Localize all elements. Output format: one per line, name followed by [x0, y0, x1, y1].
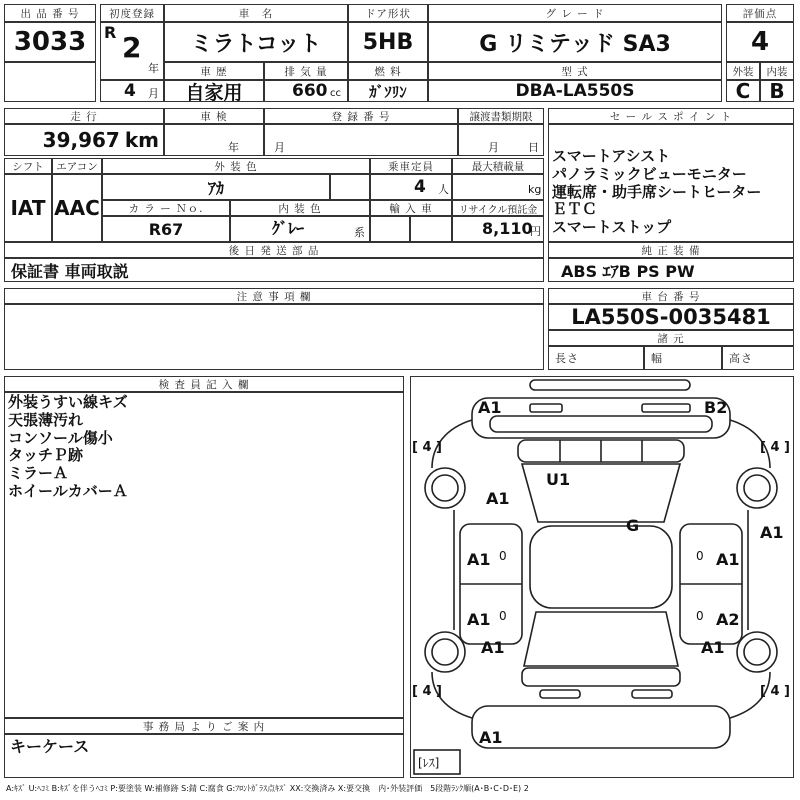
recycle-fee-value: 8,110 [482, 219, 533, 238]
wheel-front-left [425, 468, 465, 508]
roof [530, 526, 672, 608]
history-value: 自家用 [164, 80, 264, 102]
door-type: 5HB [348, 22, 428, 62]
transfer-day-unit: 日 [528, 141, 539, 154]
chassis-header: 車 台 番 号 [548, 288, 794, 304]
car-name: ミラトコット [164, 22, 348, 62]
mark-left-rear-door: A1 [467, 610, 491, 629]
height-label: 高さ [722, 346, 794, 370]
deferred-parts-header: 後 日 発 送 部 品 [4, 242, 544, 258]
wheel-rear-left-hub [432, 639, 458, 665]
transfer-month-unit: 月 [488, 141, 499, 154]
roof-rail [530, 380, 690, 390]
sales-point-item: ＥＴＣ [552, 200, 598, 219]
car-name-header: 車 名 [164, 4, 348, 22]
tire-tread-rear-left: [ 4 ] [412, 684, 442, 699]
interior-color-suffix: 系 [354, 226, 365, 239]
office-notice-value: キーケース [10, 737, 90, 756]
mileage-cell [4, 124, 164, 156]
notes-body [4, 304, 544, 370]
door-handle-mark: 0 [696, 609, 704, 623]
mileage-value: 39,967 [42, 128, 120, 152]
mark-front-left-fender: A1 [486, 489, 510, 508]
sales-point-item: スマートアシスト [552, 147, 671, 165]
mark-front-right-fender: A1 [760, 523, 784, 542]
mileage-header: 走 行 [4, 108, 164, 124]
specs-header: 諸 元 [548, 330, 794, 346]
mark-rear-right-fender: A1 [701, 638, 725, 657]
rear-window [524, 612, 678, 666]
displacement-unit: cc [330, 88, 341, 99]
equipment-header: 純 正 装 備 [548, 242, 794, 258]
headlight-right [642, 404, 690, 412]
mark-windshield: G [626, 516, 640, 535]
mark-rear-left-fender: A1 [481, 638, 505, 657]
spare-tire-mark: [ﾚｽ] [418, 756, 440, 770]
sales-points-header: セ ー ル ス ポ イ ン ト [548, 108, 794, 124]
car-diagram [410, 376, 794, 778]
inspector-note: ミラーＡ [8, 464, 69, 483]
recycle-fee-unit: 円 [530, 225, 541, 238]
fuel-header: 燃 料 [348, 62, 428, 80]
sales-point-item: パノラミックビューモニター [552, 164, 747, 183]
tail-light-left [540, 690, 580, 698]
headlight-left [530, 404, 562, 412]
inspector-notes-list [8, 394, 128, 501]
tail-light-right [632, 690, 672, 698]
tire-tread-rear-right: [ 4 ] [760, 684, 790, 699]
office-notice-header: 事 務 局 よ り ご 案 内 [4, 718, 404, 734]
chassis-number: LA550S-0035481 [548, 304, 794, 330]
inspector-note: 外装うすい線キズ [8, 393, 128, 411]
capacity-header: 乗車定員 [370, 158, 452, 174]
inspection-cell [164, 124, 264, 156]
era-mark: R [104, 23, 117, 42]
mark-right-front-door: A1 [716, 550, 740, 569]
model-code: DBA-LA550S [428, 80, 722, 102]
transfer-deadline-header: 譲渡書類期限 [458, 108, 544, 124]
tire-tread-front-right: [ 4 ] [760, 440, 790, 455]
shift-value: IAT [4, 174, 52, 242]
grade-header: グ レ ー ド [428, 4, 722, 22]
capacity-value: 4 [414, 177, 426, 197]
interior-score-header: 内装 [760, 62, 794, 80]
exterior-color-value: ｱｶ [102, 174, 330, 200]
inspection-month-unit: 月 [274, 141, 285, 154]
wheel-front-right [737, 468, 777, 508]
trunk [522, 668, 680, 686]
aircon-value: AAC [52, 174, 102, 242]
inspector-notes-header: 検 査 員 記 入 欄 [4, 376, 404, 392]
registration-number-header: 登 録 番 号 [264, 108, 458, 124]
length-label: 長さ [548, 346, 644, 370]
rear-bumper [472, 706, 730, 748]
lot-number: 3033 [4, 22, 96, 62]
max-load-unit: kg [528, 183, 542, 196]
inspector-note: ホイールカバーＡ [8, 481, 128, 500]
wheel-front-right-hub [744, 475, 770, 501]
score-header: 評価点 [726, 4, 794, 22]
color-number-header: カ ラ ー Ｎｏ. [102, 200, 230, 216]
imported-header: 輸 入 車 [370, 200, 452, 216]
shift-header: シフト [4, 158, 52, 174]
exterior-color-blank [330, 174, 370, 200]
mark-left-front-door: A1 [467, 550, 491, 569]
overall-score: 4 [726, 22, 794, 62]
mark-front-bumper-left: A1 [478, 398, 502, 417]
sales-point-item: 運転席・助手席シートヒーター [552, 182, 762, 201]
registration-month: 4 [124, 81, 136, 101]
interior-color-value: ｸﾞﾚｰ [272, 219, 305, 238]
door-handle-mark: 0 [499, 609, 507, 623]
inspector-note: タッチＰ跡 [8, 446, 84, 465]
equipment-value: ABS ｴｱB PS PW [548, 258, 794, 282]
wheel-front-left-hub [432, 475, 458, 501]
max-load-header: 最大積載量 [452, 158, 544, 174]
grade-value: G リミテッド SA3 [428, 22, 722, 62]
registration-year: 2 [122, 31, 142, 64]
imported-cell-left [370, 216, 410, 242]
recycle-fee-header: リサイクル預託金 [452, 200, 544, 216]
lot-number-header: 出 品 番 号 [4, 4, 96, 22]
displacement-value: 660 [292, 81, 328, 101]
registration-number-cell [264, 124, 458, 156]
model-code-header: 型 式 [428, 62, 722, 80]
registration-month-unit: 月 [148, 87, 159, 100]
imported-cell-right [410, 216, 452, 242]
inspector-note: 天張薄汚れ [8, 410, 84, 429]
legend: A:ｷｽﾞ U:ﾍｺﾐ B:ｷｽﾞを伴うﾍｺﾐ P:要塗装 W:補修跡 S:錆 C:腐食 G:ﾌﾛﾝﾄｶﾞﾗｽ点ｷｽﾞ XX:交換済み X:要交換 内･外装評価 5段階ﾗﾝｸ順(A･B･C･D･E) 2 [6, 784, 529, 793]
door-handle-mark: 0 [696, 549, 704, 563]
interior-color-header: 内 装 色 [230, 200, 370, 216]
tire-tread-front-left: [ 4 ] [412, 440, 442, 455]
width-label: 幅 [644, 346, 722, 370]
inspection-year-unit: 年 [228, 141, 239, 154]
door-type-header: ドア形状 [348, 4, 428, 22]
registration-year-unit: 年 [148, 62, 159, 75]
displacement-header: 排 気 量 [264, 62, 348, 80]
mileage-unit: km [124, 128, 159, 152]
mark-windshield-top: U1 [546, 470, 571, 489]
sales-point-item: スマートストップ [552, 218, 672, 237]
inspector-note: コンソール傷小 [8, 428, 113, 447]
wheel-rear-left [425, 632, 465, 672]
door-handle-mark: 0 [499, 549, 507, 563]
mark-front-bumper-right: B2 [704, 398, 728, 417]
inspection-header: 車 検 [164, 108, 264, 124]
exterior-score: C [726, 80, 760, 102]
first-registration-header: 初度登録 [100, 4, 164, 22]
color-number-value: R67 [102, 216, 230, 242]
aircon-header: エアコン [52, 158, 102, 174]
capacity-unit: 人 [438, 183, 449, 196]
notes-header: 注 意 事 項 欄 [4, 288, 544, 304]
sales-points-list [552, 148, 761, 237]
fuel-value: ｶﾞｿﾘﾝ [348, 80, 428, 102]
wheel-rear-right [737, 632, 777, 672]
wheel-rear-right-hub [744, 639, 770, 665]
deferred-parts-value: 保証書 車両取説 [4, 258, 544, 282]
exterior-score-header: 外装 [726, 62, 760, 80]
interior-score: B [760, 80, 794, 102]
exterior-color-header: 外 装 色 [102, 158, 370, 174]
history-header: 車 歴 [164, 62, 264, 80]
lot-blank-cell [4, 62, 96, 102]
front-grille [490, 416, 712, 432]
mark-rear-bumper: A1 [479, 728, 503, 747]
mark-right-rear-door: A2 [716, 610, 740, 629]
